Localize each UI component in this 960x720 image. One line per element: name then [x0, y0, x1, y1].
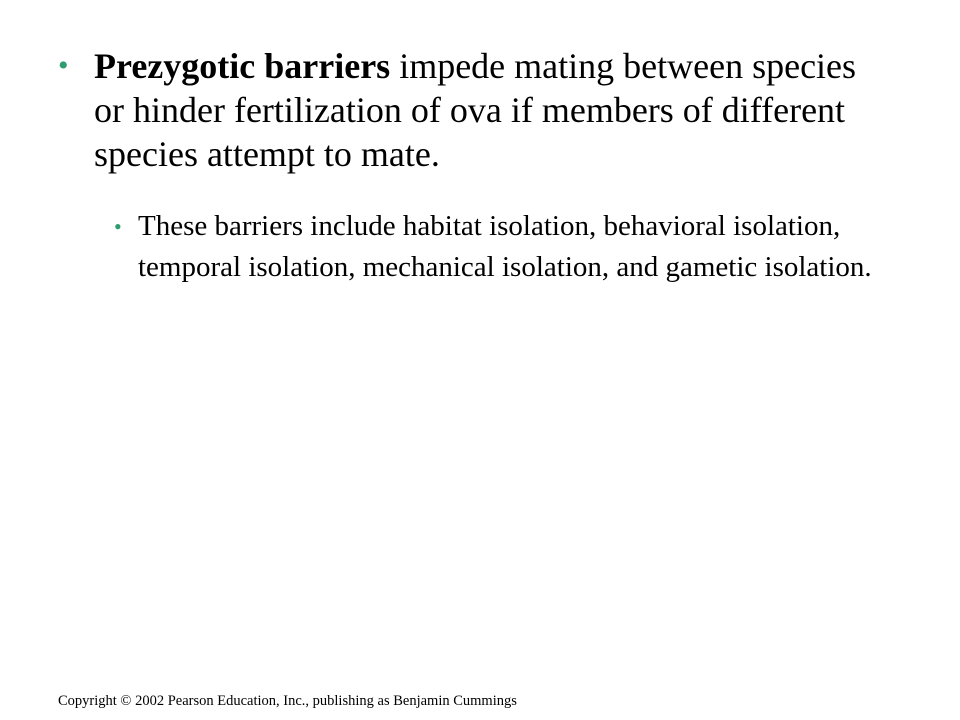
bullet-body: impede mating between species or hinder fertilization of ova if members of different species attempt to mate.: [94, 46, 857, 174]
bullet-icon: •: [58, 49, 69, 82]
sub-bullet-text: These barriers include habitat isolation, behavioral isolation, temporal isolation, mechanical isolation, and gametic isolation.: [138, 210, 872, 283]
sub-bullet-icon: •: [114, 214, 122, 239]
copyright-footer: Copyright © 2002 Pearson Education, Inc., publishing as Benjamin Cummings: [58, 693, 517, 709]
key-term: Prezygotic barriers: [94, 46, 391, 86]
bullet-text: [94, 44, 884, 176]
